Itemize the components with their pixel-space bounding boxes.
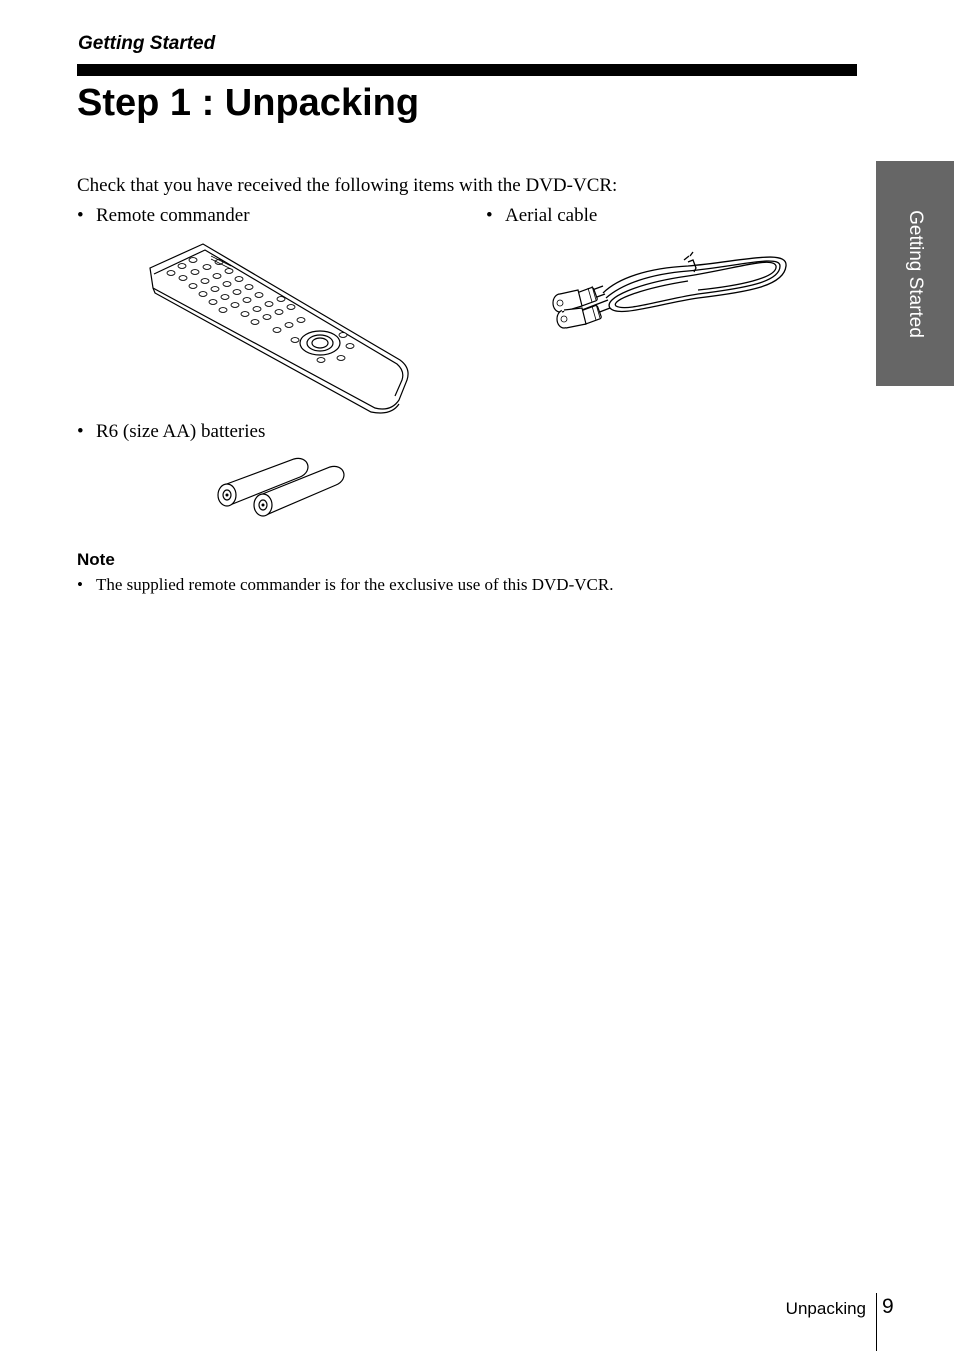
item-label: Remote commander (96, 205, 250, 226)
side-tab-label: Getting Started (905, 209, 926, 338)
page-title: Step 1 : Unpacking (77, 82, 420, 124)
item-batteries (77, 420, 265, 444)
page-number: 9 (882, 1295, 894, 1318)
intro-text: Check that you have received the following items with the DVD-VCR: (77, 175, 618, 196)
bullet: • (77, 421, 84, 442)
running-section-label: Getting Started (78, 33, 216, 54)
header-rule (77, 64, 857, 76)
note-text: The supplied remote commander is for the exclusive use of this DVD-VCR. (96, 575, 614, 594)
footer-section-label: Unpacking (785, 1299, 866, 1318)
side-tab (876, 161, 954, 386)
note-heading: Note (77, 550, 115, 569)
footer-rule (876, 1293, 877, 1351)
note-item (77, 574, 613, 596)
item-aerial-cable (486, 204, 597, 228)
aerial-cable-illustration (548, 238, 793, 333)
item-label: R6 (size AA) batteries (96, 421, 266, 442)
batteries-illustration (212, 455, 352, 525)
bullet: • (77, 575, 83, 594)
item-remote-commander (77, 204, 250, 228)
bullet: • (486, 205, 493, 226)
bullet: • (77, 205, 84, 226)
item-label: Aerial cable (505, 205, 598, 226)
remote-commander-illustration (145, 240, 415, 415)
